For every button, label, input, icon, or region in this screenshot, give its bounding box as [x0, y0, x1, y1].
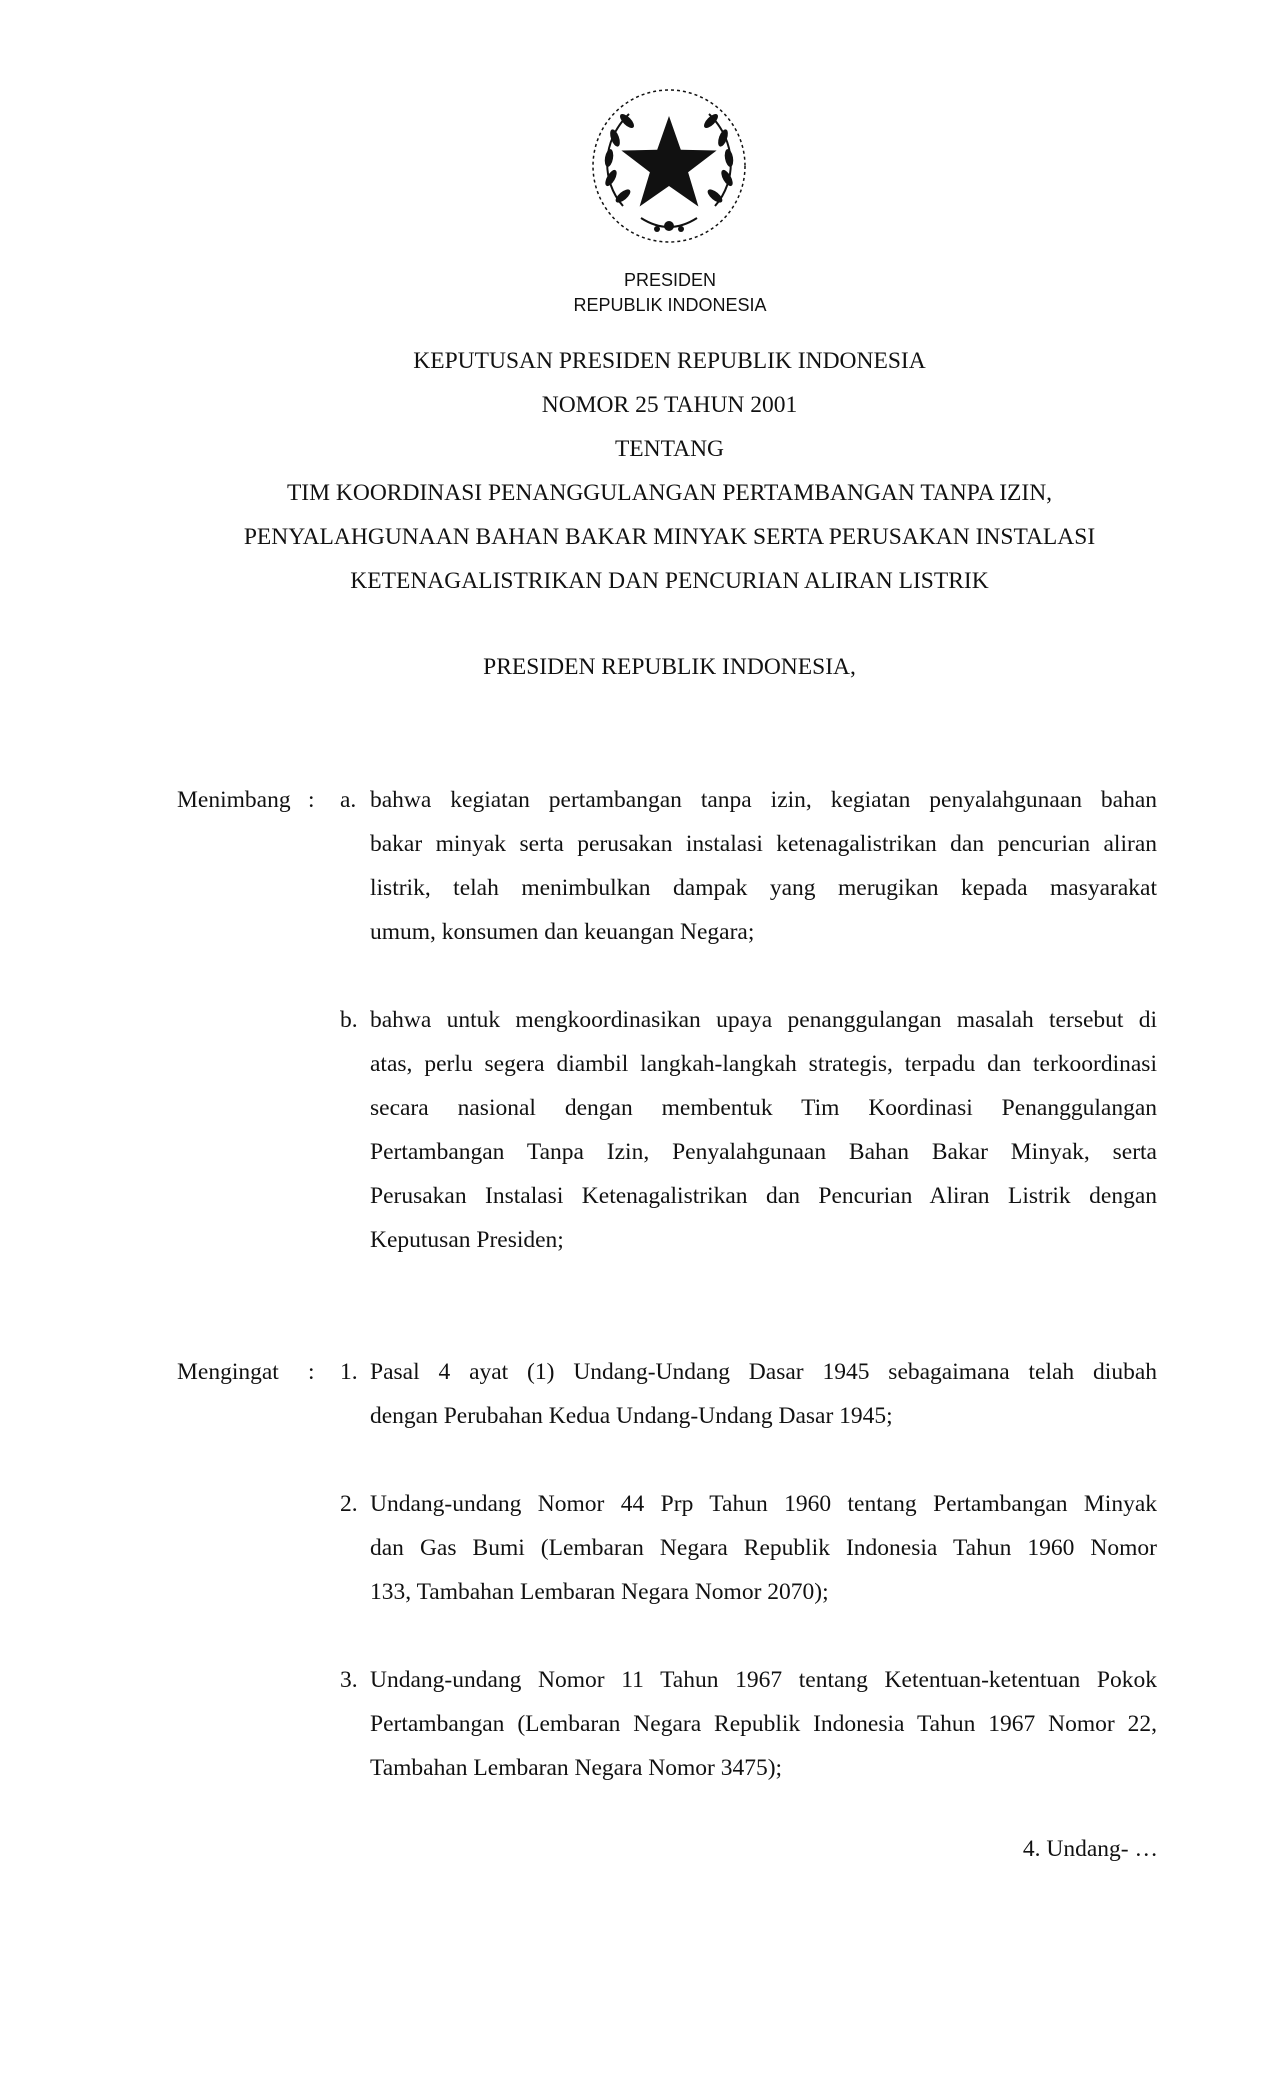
mengingat-label: Mengingat [177, 1359, 279, 1385]
decree-number: NOMOR 25 TAHUN 2001 [541, 392, 798, 418]
paragraph-line: 133, Tambahan Lembaran Negara Nomor 2070); [370, 1579, 829, 1605]
republic-label: REPUBLIK INDONESIA [573, 295, 767, 315]
decree-issuer: PRESIDEN REPUBLIK INDONESIA, [483, 654, 856, 680]
menimbang-item-a [370, 785, 1157, 961]
president-label: PRESIDEN [623, 270, 717, 290]
page-continuation-marker: 4. Undang- … [1022, 1836, 1158, 1862]
paragraph-line: secara nasional dengan membentuk Tim Koordinasi Penanggulangan [370, 1095, 1157, 1121]
paragraph-line: Keputusan Presiden; [370, 1227, 564, 1253]
menimbang-item-a-marker: a. [340, 787, 357, 813]
paragraph-line: Tambahan Lembaran Negara Nomor 3475); [370, 1755, 783, 1781]
mengingat-item-3-marker: 3. [340, 1667, 358, 1693]
paragraph-line: bahwa untuk mengkoordinasikan upaya penanggulangan masalah tersebut di [370, 1007, 1157, 1033]
paragraph-line: dan Gas Bumi (Lembaran Negara Republik Indonesia Tahun 1960 Nomor [370, 1535, 1157, 1561]
paragraph-line: atas, perlu segera diambil langkah-langkah strategis, terpadu dan terkoordinasi [370, 1051, 1157, 1077]
mengingat-colon: : [308, 1359, 315, 1385]
menimbang-colon: : [308, 787, 315, 813]
mengingat-item-1-marker: 1. [340, 1359, 358, 1385]
paragraph-line: Pertambangan (Lembaran Negara Republik Indonesia Tahun 1967 Nomor 22, [370, 1711, 1157, 1737]
paragraph-line: dengan Perubahan Kedua Undang-Undang Dasar 1945; [370, 1403, 893, 1429]
decree-subject-line-1: TIM KOORDINASI PENANGGULANGAN PERTAMBANGAN TANPA IZIN, [286, 480, 1053, 506]
paragraph-line: Perusakan Instalasi Ketenagalistrikan dan Pencurian Aliran Listrik dengan [370, 1183, 1157, 1209]
paragraph-line: Undang-undang Nomor 44 Prp Tahun 1960 tentang Pertambangan Minyak [370, 1491, 1157, 1517]
paragraph-line: listrik, telah menimbulkan dampak yang merugikan kepada masyarakat [370, 875, 1157, 901]
paragraph-line: Pertambangan Tanpa Izin, Penyalahgunaan Bahan Bakar Minyak, serta [370, 1139, 1157, 1165]
paragraph-line: bakar minyak serta perusakan instalasi ketenagalistrikan dan pencurian aliran [370, 831, 1157, 857]
decree-subject-line-3: KETENAGALISTRIKAN DAN PENCURIAN ALIRAN LISTRIK [350, 568, 989, 594]
paragraph-line: bahwa kegiatan pertambangan tanpa izin, kegiatan penyalahgunaan bahan [370, 787, 1157, 813]
paragraph-line: Undang-undang Nomor 11 Tahun 1967 tentang Ketentuan-ketentuan Pokok [370, 1667, 1157, 1693]
mengingat-item-2-marker: 2. [340, 1491, 358, 1517]
menimbang-item-b [370, 1005, 1157, 1269]
decree-about-label: TENTANG [614, 436, 725, 462]
mengingat-item-2 [370, 1489, 1157, 1621]
decree-subject-line-2: PENYALAHGUNAAN BAHAN BAKAR MINYAK SERTA PERUSAKAN INSTALASI [243, 524, 1096, 550]
mengingat-item-3 [370, 1665, 1157, 1797]
menimbang-item-b-marker: b. [340, 1007, 358, 1033]
paragraph-line: Pasal 4 ayat (1) Undang-Undang Dasar 1945 sebagaimana telah diubah [370, 1359, 1157, 1385]
paragraph-line: umum, konsumen dan keuangan Negara; [370, 919, 755, 945]
menimbang-label: Menimbang [177, 787, 291, 813]
garuda-star-emblem-icon [589, 86, 749, 246]
decree-title: KEPUTUSAN PRESIDEN REPUBLIK INDONESIA [413, 348, 926, 374]
mengingat-item-1 [370, 1357, 1157, 1445]
